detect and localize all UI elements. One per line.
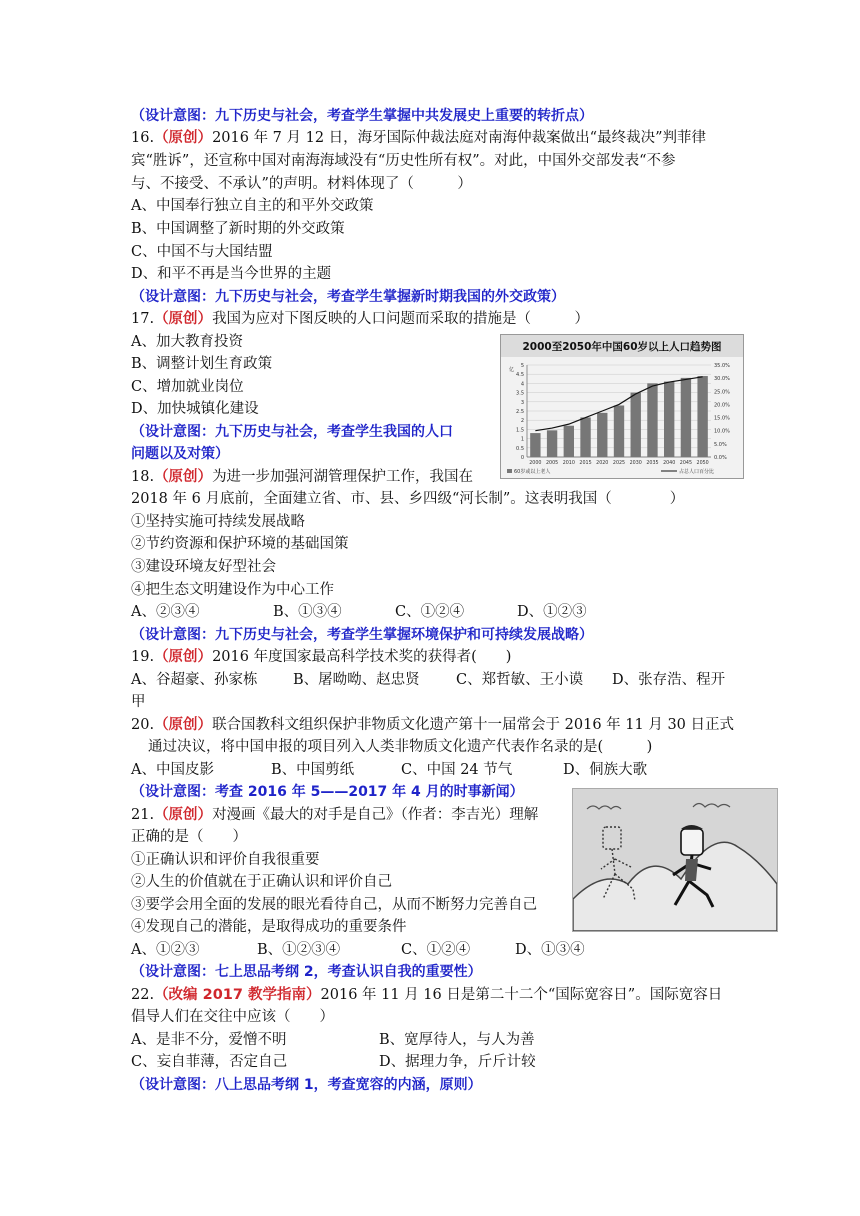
y-tick-label: 0.5 xyxy=(516,445,524,452)
q20-options xyxy=(131,760,731,780)
chart-title: 2000至2050年中国60岁以上人口趋势图 xyxy=(522,341,722,353)
q18-intent: （设计意图：九下历史与社会，考查学生掌握环境保护和可持续发展战略） xyxy=(131,627,593,643)
q19-options xyxy=(131,670,731,690)
q15-intent: （设计意图：九下历史与社会，考查学生掌握中共发展史上重要的转折点） xyxy=(131,108,593,124)
q16-line3: 与、不接受、不承认”的声明。材料体现了（ ） xyxy=(131,176,472,192)
cartoon-svg xyxy=(573,789,777,931)
q21-options xyxy=(131,940,731,960)
chart-bar xyxy=(681,378,691,457)
chart-bar xyxy=(564,426,574,457)
q19-stem-text: 2016 年度国家最高科学技术奖的获得者( ) xyxy=(212,649,512,665)
q20-line1: 联合国教科文组织保护非物质文化遗产第十一届常会于 2016 年 11 月 30 日正式 xyxy=(212,717,735,733)
q20-stem-line1 xyxy=(131,715,734,735)
chart-bars xyxy=(530,376,708,457)
q22-intent: （设计意图：八上思品考纲 1，考查宽容的内涵，原则） xyxy=(131,1077,482,1093)
q21-line1: 对漫画《最大的对手是自己》（作者：李吉光）理解 xyxy=(212,807,539,823)
chart-bar xyxy=(580,417,590,457)
y2-tick-label: 25.0% xyxy=(714,389,730,396)
cartoon-image xyxy=(572,788,778,932)
q17-stem-text: 我国为应对下图反映的人口问题而采取的措施是（ ） xyxy=(212,311,590,327)
q19-option-d-wrap: 甲 xyxy=(131,694,146,710)
x-tick-label: 2050 xyxy=(696,461,709,466)
q18-item-2: ②节约资源和保护环境的基础国策 xyxy=(131,536,349,552)
chart-y-ticks xyxy=(516,363,524,461)
x-tick-label: 2045 xyxy=(679,461,693,466)
chart-x-ticks xyxy=(529,460,708,466)
q22-option-a: A、是非不分，爱憎不明 xyxy=(131,1032,287,1048)
q16-stem-line1 xyxy=(131,128,706,148)
q17-option-c: C、增加就业岗位 xyxy=(131,379,244,395)
x-tick-label: 2005 xyxy=(545,461,559,466)
q21-item-2: ②人生的价值就在于正确认识和评价自己 xyxy=(131,874,392,890)
q20-option-d: D、侗族大歌 xyxy=(563,762,648,778)
y-tick-label: 5 xyxy=(520,363,524,369)
chart-bar xyxy=(597,413,607,457)
q22-line2: 倡导人们在交往中应该（ ） xyxy=(131,1009,334,1025)
q17-number: 17. xyxy=(131,311,155,327)
q20-intent: （设计意图：考查 2016 年 5——2017 年 4 月的时事新闻） xyxy=(131,784,524,800)
y2-tick-label: 20.0% xyxy=(714,402,730,409)
legend-bar-swatch xyxy=(507,469,512,473)
y-tick-label: 0 xyxy=(520,455,524,461)
q21-option-c: C、①②④ xyxy=(401,942,471,958)
q22-line1: 2016 年 11 月 16 日是第二十二个“国际宽容日”。国际宽容日 xyxy=(320,987,723,1003)
q22-number: 22. xyxy=(131,987,155,1003)
q19-option-a: A、谷超豪、孙家栋 xyxy=(131,672,258,688)
y2-tick-label: 35.0% xyxy=(714,363,730,369)
q20-number: 20. xyxy=(131,717,155,733)
q21-option-b: B、①②③④ xyxy=(257,942,341,958)
q17-intent-line2: 问题以及对策） xyxy=(131,446,229,462)
chart-bar xyxy=(530,433,540,457)
q16-option-c: C、中国不与大国结盟 xyxy=(131,244,273,260)
x-tick-label: 2025 xyxy=(612,461,626,466)
q18-option-a: A、②③④ xyxy=(131,604,200,620)
y-tick-label: 2 xyxy=(520,418,524,425)
y-tick-label: 4 xyxy=(520,381,524,388)
q17-intent-line1: （设计意图：九下历史与社会，考查学生我国的人口 xyxy=(131,424,453,440)
q19-option-b: B、屠呦呦、赵忠贤 xyxy=(293,672,420,688)
population-chart-svg xyxy=(501,335,743,478)
q20-option-c: C、中国 24 节气 xyxy=(401,762,513,778)
chart-bar xyxy=(547,430,557,457)
chart-bar xyxy=(664,382,674,457)
q19-option-d: D、张存浩、程开 xyxy=(612,672,726,688)
legend-line-label: 占总人口百分比 xyxy=(679,469,715,475)
q21-item-4: ④发现自己的潜能，是取得成功的重要条件 xyxy=(131,919,407,935)
q22-option-d: D、据理力争，斤斤计较 xyxy=(379,1054,536,1070)
q22-option-c: C、妄自菲薄，否定自己 xyxy=(131,1054,288,1070)
q21-source: （原创） xyxy=(154,807,213,823)
q16-line1: 2016 年 7 月 12 日，海牙国际仲裁法庭对南海仲裁案做出“最终裁决”判菲律 xyxy=(212,130,707,146)
y-tick-label: 1.5 xyxy=(516,427,524,434)
q16-option-b: B、中国调整了新时期的外交政策 xyxy=(131,221,345,237)
y-tick-label: 4.5 xyxy=(516,372,524,379)
q18-stem-line1 xyxy=(131,467,473,487)
q18-option-d: D、①②③ xyxy=(517,604,587,620)
q20-source: （原创） xyxy=(154,717,213,733)
q22-options-row1 xyxy=(131,1030,731,1050)
q18-line1: 为进一步加强河湖管理保护工作，我国在 xyxy=(212,469,474,485)
q18-options xyxy=(131,602,731,622)
q22-source: （改编 2017 教学指南） xyxy=(154,987,321,1003)
legend-bar-label: 60岁或以上老人 xyxy=(514,469,551,475)
q22-stem-line1 xyxy=(131,985,722,1005)
y2-tick-label: 5.0% xyxy=(714,441,727,448)
q21-intent: （设计意图：七上思品考纲 2，考查认识自我的重要性） xyxy=(131,964,482,980)
chart-bar xyxy=(631,393,641,457)
q16-number: 16. xyxy=(131,130,155,146)
chart-bar xyxy=(647,383,657,457)
q16-source: （原创） xyxy=(154,130,213,146)
q21-stem-line1 xyxy=(131,805,538,825)
q16-line2: 宾“胜诉”，还宣称中国对南海海域没有“历史性所有权”。对此，中国外交部发表“不参 xyxy=(131,153,676,169)
q16-option-d: D、和平不再是当今世界的主题 xyxy=(131,266,332,282)
q21-number: 21. xyxy=(131,807,155,823)
q20-option-b: B、中国剪纸 xyxy=(271,762,355,778)
q20-option-a: A、中国皮影 xyxy=(131,762,214,778)
q18-item-3: ③建设环境友好型社会 xyxy=(131,559,276,575)
x-tick-label: 2000 xyxy=(529,461,542,466)
chart-bar xyxy=(697,376,707,457)
q18-number: 18. xyxy=(131,469,155,485)
q17-option-a: A、加大教育投资 xyxy=(131,334,243,350)
y2-tick-label: 0.0% xyxy=(714,455,727,461)
q19-stem xyxy=(131,647,511,667)
q21-item-1: ①正确认识和评价自我很重要 xyxy=(131,852,320,868)
y2-tick-label: 15.0% xyxy=(714,415,730,422)
chart-y2-ticks xyxy=(714,363,730,461)
q18-source: （原创） xyxy=(154,469,213,485)
y-tick-label: 3 xyxy=(520,399,524,406)
chart-bar xyxy=(614,405,624,457)
q21-item-3: ③要学会用全面的发展的眼光看待自己，从而不断努力完善自己 xyxy=(131,897,537,913)
y2-tick-label: 30.0% xyxy=(714,376,730,383)
q19-option-c: C、郑哲敏、王小谟 xyxy=(456,672,584,688)
q18-option-b: B、①③④ xyxy=(273,604,342,620)
q19-source: （原创） xyxy=(154,649,213,665)
y-tick-label: 2.5 xyxy=(516,409,524,415)
y-tick-label: 3.5 xyxy=(516,390,524,397)
x-tick-label: 2010 xyxy=(562,461,575,466)
q22-option-b: B、宽厚待人，与人为善 xyxy=(379,1032,535,1048)
x-tick-label: 2015 xyxy=(579,461,592,466)
q18-item-1: ①坚持实施可持续发展战略 xyxy=(131,514,305,530)
q21-option-a: A、①②③ xyxy=(131,942,200,958)
y2-tick-label: 10.0% xyxy=(714,428,730,435)
x-tick-label: 2040 xyxy=(663,461,676,466)
q16-option-a: A、中国奉行独立自主的和平外交政策 xyxy=(131,198,374,214)
x-tick-label: 2030 xyxy=(629,461,642,466)
x-tick-label: 2035 xyxy=(646,461,659,466)
q18-item-4: ④把生态文明建设作为中心工作 xyxy=(131,582,334,598)
q17-option-b: B、调整计划生育政策 xyxy=(131,356,273,372)
y-tick-label: 1 xyxy=(520,436,524,443)
x-tick-label: 2020 xyxy=(596,461,609,466)
q21-line2: 正确的是（ ） xyxy=(131,829,247,845)
q18-option-c: C、①②④ xyxy=(395,604,465,620)
q16-intent: （设计意图：九下历史与社会，考查学生掌握新时期我国的外交政策） xyxy=(131,289,565,305)
q17-source: （原创） xyxy=(154,311,213,327)
population-chart xyxy=(500,334,744,479)
q17-stem xyxy=(131,309,589,329)
chart-y-unit: 亿 xyxy=(509,367,515,373)
q19-number: 19. xyxy=(131,649,155,665)
q21-option-d: D、①③④ xyxy=(515,942,585,958)
q20-line2: 通过决议，将中国申报的项目列入人类非物质文化遗产代表作名录的是( ) xyxy=(148,739,653,755)
q22-options-row2 xyxy=(131,1052,731,1072)
q18-line2: 2018 年 6 月底前，全面建立省、市、县、乡四级“河长制”。这表明我国（ ） xyxy=(131,491,685,507)
q17-option-d: D、加快城镇化建设 xyxy=(131,401,259,417)
